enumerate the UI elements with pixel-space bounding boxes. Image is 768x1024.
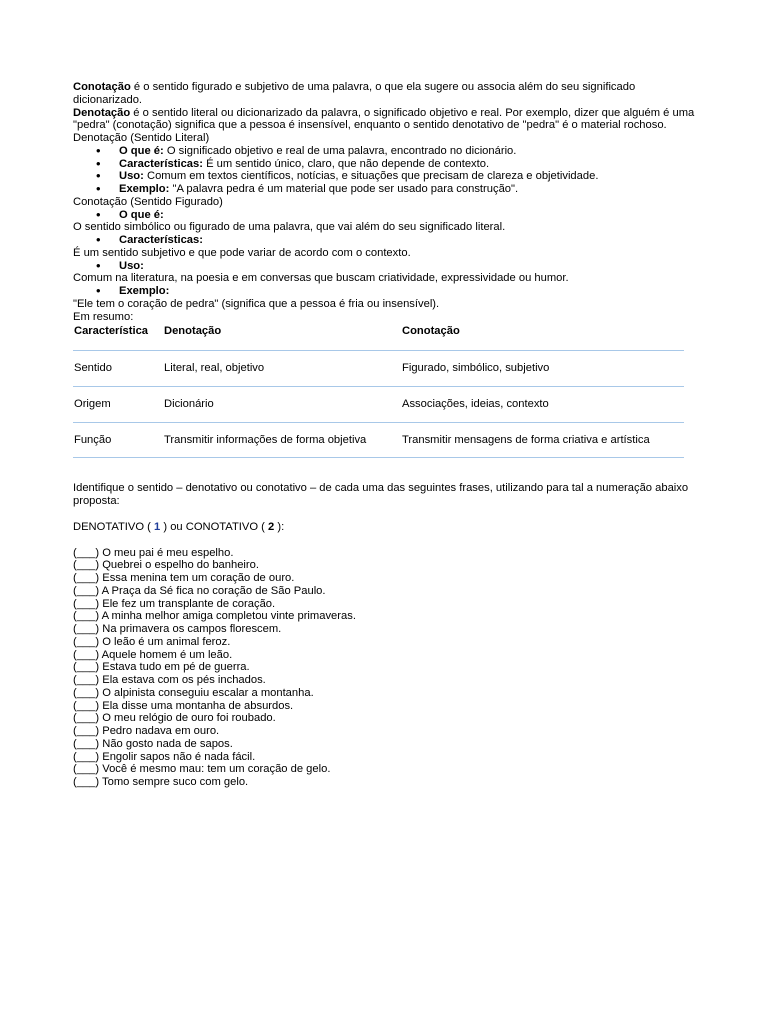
answer-blank[interactable]: (___) <box>73 699 103 712</box>
exercise-list <box>73 547 695 789</box>
answer-blank[interactable]: (___) <box>73 648 102 661</box>
exercise-sentence: Ela estava com os pés inchados. <box>102 674 266 686</box>
conotacao-list <box>73 209 695 222</box>
exercise-item <box>73 738 695 751</box>
answer-blank[interactable]: (___) <box>73 623 103 635</box>
table-cell: Associações, ideias, contexto <box>401 386 684 422</box>
resumo-label: Em resumo: <box>73 310 134 323</box>
exercise-item <box>73 661 695 674</box>
table-row <box>73 351 684 387</box>
answer-blank[interactable]: (___) <box>73 674 103 686</box>
exercise-item <box>73 636 695 649</box>
exercise-sentence: Engolir sapos não é nada fácil. <box>102 750 256 763</box>
table-cell: Figurado, simbólico, subjetivo <box>401 351 684 387</box>
exercise-sentence: O leão é um animal feroz. <box>102 635 231 648</box>
conotacao-heading: Conotação (Sentido Figurado) <box>73 195 223 208</box>
table-cell: Dicionário <box>163 386 401 422</box>
exercise-item <box>73 572 695 585</box>
list-item: • Exemplo: <box>73 285 695 298</box>
exercise-item <box>73 547 695 560</box>
table-cell: Transmitir mensagens de forma criativa e artística <box>401 422 684 458</box>
exercise-item <box>73 623 695 636</box>
exercise-sentence: Essa menina tem um coração de ouro. <box>102 572 295 584</box>
denotacao-list <box>73 145 695 196</box>
exercise-sentence: A minha melhor amiga completou vinte primaveras. <box>101 610 356 623</box>
exercise-sentence: Estava tudo em pé de guerra. <box>102 661 250 674</box>
exercise-sentence: Quebrei o espelho do banheiro. <box>102 559 259 572</box>
list-item: • O que é: <box>73 209 695 222</box>
table-cell: Origem <box>73 386 163 422</box>
list-item: • Uso: <box>73 260 695 273</box>
answer-blank[interactable]: (___) <box>73 584 102 597</box>
answer-blank[interactable]: (___) <box>73 610 102 623</box>
exercise-sentence: Ele fez um transplante de coração. <box>102 597 276 610</box>
answer-blank[interactable]: (___) <box>73 572 103 584</box>
table-cell: Sentido <box>73 351 163 387</box>
list-item: • O que é: O significado objetivo e real de uma palavra, encontrado no dicionário. <box>73 145 695 158</box>
table-header-cell: Característica <box>73 323 163 350</box>
answer-blank[interactable]: (___) <box>73 763 103 776</box>
list-item: • Exemplo: "A palavra pedra é um material que pode ser usado para construção". <box>73 183 695 196</box>
answer-blank[interactable]: (___) <box>73 546 103 559</box>
conotacao-term: Conotação <box>73 81 131 93</box>
table-cell: Literal, real, objetivo <box>163 351 401 387</box>
exercise-sentence: Na primavera os campos florescem. <box>102 623 282 635</box>
exercise-item <box>73 763 695 776</box>
exercise-sentence: Ela disse uma montanha de absurdos. <box>102 699 294 712</box>
table-cell: Função <box>73 422 163 458</box>
answer-blank[interactable]: (___) <box>73 725 103 737</box>
answer-blank[interactable]: (___) <box>73 597 103 610</box>
exercise-item <box>73 649 695 662</box>
conotacao-item-text: "Ele tem o coração de pedra" (significa que a pessoa é fria ou insensível). <box>73 297 440 310</box>
table-header-cell: Conotação <box>401 323 684 350</box>
exercise-sentence: O meu relógio de ouro foi roubado. <box>102 712 276 725</box>
exercise-sentence: Aquele homem é um leão. <box>101 648 233 661</box>
exercise-sentence: Não gosto nada de sapos. <box>102 737 233 750</box>
answer-blank[interactable]: (___) <box>73 737 103 750</box>
exercise-item <box>73 687 695 700</box>
exercise-item <box>73 598 695 611</box>
exercise-instruction: Identifique o sentido – denotativo ou conotativo – de cada uma das seguintes frases, utilizando para tal a numeração abaixo proposta: <box>73 482 689 507</box>
exercise-item <box>73 725 695 738</box>
exercise-item <box>73 776 695 789</box>
answer-blank[interactable]: (___) <box>73 635 103 648</box>
exercise-sentence: Tomo sempre suco com gelo. <box>102 776 249 788</box>
resumo-table <box>73 323 684 458</box>
conotacao-item-text: O sentido simbólico ou figurado de uma palavra, que vai além do seu significado literal. <box>73 221 506 234</box>
exercise-item <box>73 610 695 623</box>
denotacao-definition: Denotação é o sentido literal ou dicionarizado da palavra, o significado objetivo e real. Por exemplo, dizer que alguém é uma "pedra" (conotação) significa que a pessoa é insensível, enquanto o sentido denotativo de "pedra" é o material rochoso. <box>73 106 695 132</box>
answer-blank[interactable]: (___) <box>73 559 103 572</box>
exercise-sentence: Você é mesmo mau: tem um coração de gelo. <box>102 763 331 776</box>
conotacao-item-text: Comum na literatura, na poesia e em conversas que buscam criatividade, expressividade ou humor. <box>73 272 569 285</box>
list-item: • Uso: Comum em textos científicos, notícias, e situações que precisam de clareza e objetividade. <box>73 170 695 183</box>
table-cell: Transmitir informações de forma objetiva <box>163 422 401 458</box>
document-page <box>73 81 695 789</box>
conotacao-definition: Conotação é o sentido figurado e subjetivo de uma palavra, o que ela sugere ou associa além do seu significado dicionarizado. <box>73 81 636 106</box>
table-header-cell: Denotação <box>163 323 401 350</box>
exercise-item <box>73 559 695 572</box>
exercise-item <box>73 674 695 687</box>
table-row <box>73 422 684 458</box>
table-header-row <box>73 323 684 350</box>
answer-blank[interactable]: (___) <box>73 686 103 699</box>
answer-blank[interactable]: (___) <box>73 776 103 788</box>
exercise-legend: DENOTATIVO ( 1 ) ou CONOTATIVO ( 2 ): <box>73 520 285 533</box>
exercise-sentence: O meu pai é meu espelho. <box>102 546 234 559</box>
exercise-sentence: A Praça da Sé fica no coração de São Paulo. <box>101 584 326 597</box>
denotacao-heading: Denotação (Sentido Literal) <box>73 132 210 144</box>
exercise-item <box>73 585 695 598</box>
list-item: • Características: <box>73 234 695 247</box>
table-row <box>73 386 684 422</box>
exercise-item <box>73 700 695 713</box>
answer-blank[interactable]: (___) <box>73 661 103 674</box>
denotacao-term: Denotação <box>73 106 131 119</box>
conotacao-item-text: É um sentido subjetivo e que pode variar de acordo com o contexto. <box>73 246 411 259</box>
answer-blank[interactable]: (___) <box>73 712 103 725</box>
exercise-sentence: Pedro nadava em ouro. <box>102 725 220 737</box>
list-item: • Características: É um sentido único, claro, que não depende de contexto. <box>73 158 695 171</box>
exercise-item <box>73 751 695 764</box>
answer-blank[interactable]: (___) <box>73 750 103 763</box>
exercise-item <box>73 712 695 725</box>
exercise-sentence: O alpinista conseguiu escalar a montanha. <box>102 686 314 699</box>
